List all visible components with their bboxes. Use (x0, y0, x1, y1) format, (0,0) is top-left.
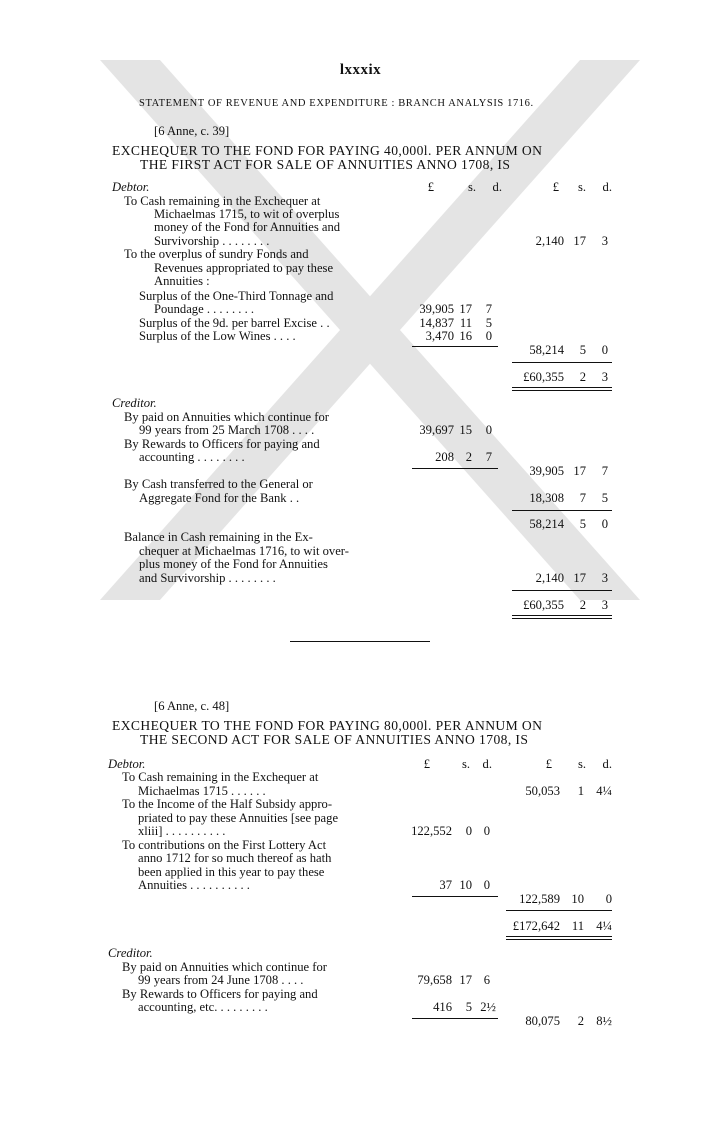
entry-line: Surplus of the One-Third Tonnage and (139, 289, 334, 303)
entry-line: plus money of the Fond for Annuities (139, 557, 328, 571)
entry-line: been applied in this year to pay these (138, 865, 325, 879)
entry-line: money of the Fond for Annuities and (154, 220, 341, 234)
col-header-pence: d. (482, 757, 492, 771)
entry-line: By paid on Annuities which continue for (124, 410, 329, 424)
grand-total-pounds: £60,355 (523, 370, 564, 384)
col-header-shillings: s. (461, 757, 470, 771)
entry-line: Poundage . . . . . . . . (154, 302, 255, 316)
amount-pence: 3 (601, 571, 608, 585)
amount-pounds: 208 (435, 450, 454, 464)
rule (412, 468, 498, 469)
subtotal-pence: 0 (601, 343, 608, 357)
col-header-pence: d. (602, 757, 612, 771)
grand-total-pounds: £172,642 (512, 919, 560, 933)
amount-pounds: 39,697 (419, 423, 454, 437)
section-title-line-1: EXCHEQUER TO THE FOND FOR PAYING 80,000l. PER ANNUM ON (112, 718, 543, 733)
col-header-pounds: £ (427, 180, 434, 194)
amount-shillings: 16 (459, 329, 472, 343)
grand-total-pence: 3 (601, 370, 608, 384)
amount-pence: 2½ (480, 1000, 496, 1014)
entry-line: By Rewards to Officers for paying and (124, 437, 320, 451)
amount-shillings: 17 (459, 973, 472, 987)
amount-pence: 0 (483, 878, 490, 892)
double-rule (512, 387, 612, 391)
amount-shillings: 17 (573, 234, 586, 248)
entry-line: Aggregate Fond for the Bank . . (139, 491, 300, 505)
entry-line: To Cash remaining in the Exchequer at (122, 770, 319, 784)
grand-total-pence: 3 (601, 598, 608, 612)
col-header-shillings: s. (577, 180, 586, 194)
subtotal-shillings: 5 (579, 343, 586, 357)
subtotal-pence: 0 (605, 892, 612, 906)
amount-pence: 0 (483, 824, 490, 838)
amount-shillings: 10 (459, 878, 472, 892)
amount-pounds: 14,837 (419, 316, 454, 330)
entry-line: To contributions on the First Lottery Act (122, 838, 327, 852)
col-header-shillings: s. (467, 180, 476, 194)
debtor-label: Debtor. (112, 180, 150, 194)
amount-shillings: 0 (465, 824, 472, 838)
subtotal-pence: 8½ (596, 1014, 612, 1028)
amount-shillings: 5 (465, 1000, 472, 1014)
amount-pence: 7 (485, 302, 492, 316)
amount-pounds: 416 (433, 1000, 452, 1014)
rule (506, 910, 612, 911)
entry-line: Annuities . . . . . . . . . . (138, 878, 250, 892)
amount-pounds: 2,140 (535, 234, 564, 248)
entry-line: Survivorship . . . . . . . . (154, 234, 270, 248)
entry-line: priated to pay these Annuities [see page (138, 811, 339, 825)
col-header-pounds: £ (552, 180, 559, 194)
col-header-pence: d. (602, 180, 612, 194)
grand-total-pounds: £60,355 (523, 598, 564, 612)
col-header-pounds: £ (423, 757, 430, 771)
amount-pence: 5 (485, 316, 492, 330)
entry-line: anno 1712 for so much thereof as hath (138, 851, 332, 865)
entry-line: By Cash transferred to the General or (124, 477, 313, 491)
rule (412, 896, 498, 897)
double-rule (512, 615, 612, 619)
entry-line: To the overplus of sundry Fonds and (124, 247, 309, 261)
section-divider (290, 641, 430, 642)
creditor-label: Creditor. (108, 946, 153, 960)
amount-pounds: 2,140 (535, 571, 564, 585)
amount-shillings: 15 (459, 423, 472, 437)
section-title-line-1: EXCHEQUER TO THE FOND FOR PAYING 40,000l. PER ANNUM ON (112, 143, 543, 158)
entry-line: By Rewards to Officers for paying and (122, 987, 318, 1001)
rule (512, 510, 612, 511)
grand-total-shillings: 2 (579, 370, 586, 384)
col-header-shillings: s. (577, 757, 586, 771)
col-header-pence: d. (492, 180, 502, 194)
amount-shillings: 1 (577, 784, 584, 798)
col-header-pounds: £ (545, 757, 552, 771)
amount-pence: 3 (601, 234, 608, 248)
subtotal-pounds: 122,589 (519, 892, 560, 906)
subtotal-shillings: 17 (573, 464, 586, 478)
amount-pounds: 37 (439, 878, 452, 892)
amount-shillings: 11 (459, 316, 472, 330)
rule (512, 590, 612, 591)
entry-line: Michaelmas 1715 . . . . . . (138, 784, 266, 798)
grand-total-shillings: 11 (571, 919, 584, 933)
entry-line: 99 years from 25 March 1708 . . . . (139, 423, 315, 437)
amount-pounds: 50,053 (525, 784, 560, 798)
amount-pounds: 122,552 (411, 824, 452, 838)
section-title-line-2: THE FIRST ACT FOR SALE OF ANNUITIES ANNO 1708, IS (140, 157, 511, 172)
double-rule (506, 936, 612, 940)
amount-pence: 5 (601, 491, 608, 505)
entry-line: Michaelmas 1715, to wit of overplus (154, 207, 340, 221)
subtotal-shillings: 10 (571, 892, 584, 906)
amount-pounds: 18,308 (529, 491, 564, 505)
entry-line: accounting . . . . . . . . (139, 450, 245, 464)
subtotal-shillings: 2 (577, 1014, 584, 1028)
subtotal-pounds: 39,905 (529, 464, 564, 478)
amount-pence: 6 (483, 973, 490, 987)
amount-pence: 7 (485, 450, 492, 464)
amount-shillings: 7 (579, 491, 586, 505)
grand-total-shillings: 2 (579, 598, 586, 612)
amount-pounds: 39,905 (419, 302, 454, 316)
entry-line: accounting, etc. . . . . . . . . (138, 1000, 268, 1014)
entry-line: and Survivorship . . . . . . . . (139, 571, 276, 585)
amount-shillings: 17 (459, 302, 472, 316)
grand-total-pence: 4¼ (596, 919, 612, 933)
entry-line: Annuities : (154, 274, 210, 288)
creditor-label: Creditor. (112, 396, 157, 410)
debtor-label: Debtor. (108, 757, 146, 771)
subtotal-shillings: 5 (579, 517, 586, 531)
act-reference: [6 Anne, c. 39] (154, 124, 230, 138)
amount-pence: 4¼ (596, 784, 612, 798)
amount-pounds: 3,470 (425, 329, 454, 343)
entry-line: To the Income of the Half Subsidy appro- (122, 797, 333, 811)
amount-shillings: 17 (573, 571, 586, 585)
page-number: lxxxix (339, 62, 382, 78)
entry-line: chequer at Michaelmas 1716, to wit over- (139, 544, 349, 558)
entry-line: Balance in Cash remaining in the Ex- (124, 530, 313, 544)
amount-pence: 0 (485, 329, 492, 343)
entry-line: Surplus of the 9d. per barrel Excise . . (139, 316, 330, 330)
rule (412, 1018, 498, 1019)
act-reference: [6 Anne, c. 48] (154, 699, 230, 713)
amount-shillings: 2 (465, 450, 472, 464)
entry-line: Revenues appropriated to pay these (154, 261, 334, 275)
entry-line: To Cash remaining in the Exchequer at (124, 194, 321, 208)
subtotal-pence: 7 (601, 464, 608, 478)
subtotal-pounds: 80,075 (525, 1014, 560, 1028)
rule (512, 362, 612, 363)
amount-pounds: 79,658 (417, 973, 452, 987)
subtotal-pounds: 58,214 (529, 517, 564, 531)
rule (412, 346, 498, 347)
subtotal-pounds: 58,214 (529, 343, 564, 357)
entry-line: By paid on Annuities which continue for (122, 960, 327, 974)
amount-pence: 0 (485, 423, 492, 437)
section-title-line-2: THE SECOND ACT FOR SALE OF ANNUITIES ANNO 1708, IS (140, 732, 529, 747)
entry-line: xliii] . . . . . . . . . . (138, 824, 226, 838)
running-head: STATEMENT OF REVENUE AND EXPENDITURE : BRANCH ANALYSIS 1716. (139, 98, 534, 109)
entry-line: Surplus of the Low Wines . . . . (139, 329, 296, 343)
subtotal-pence: 0 (601, 517, 608, 531)
entry-line: 99 years from 24 June 1708 . . . . (138, 973, 304, 987)
